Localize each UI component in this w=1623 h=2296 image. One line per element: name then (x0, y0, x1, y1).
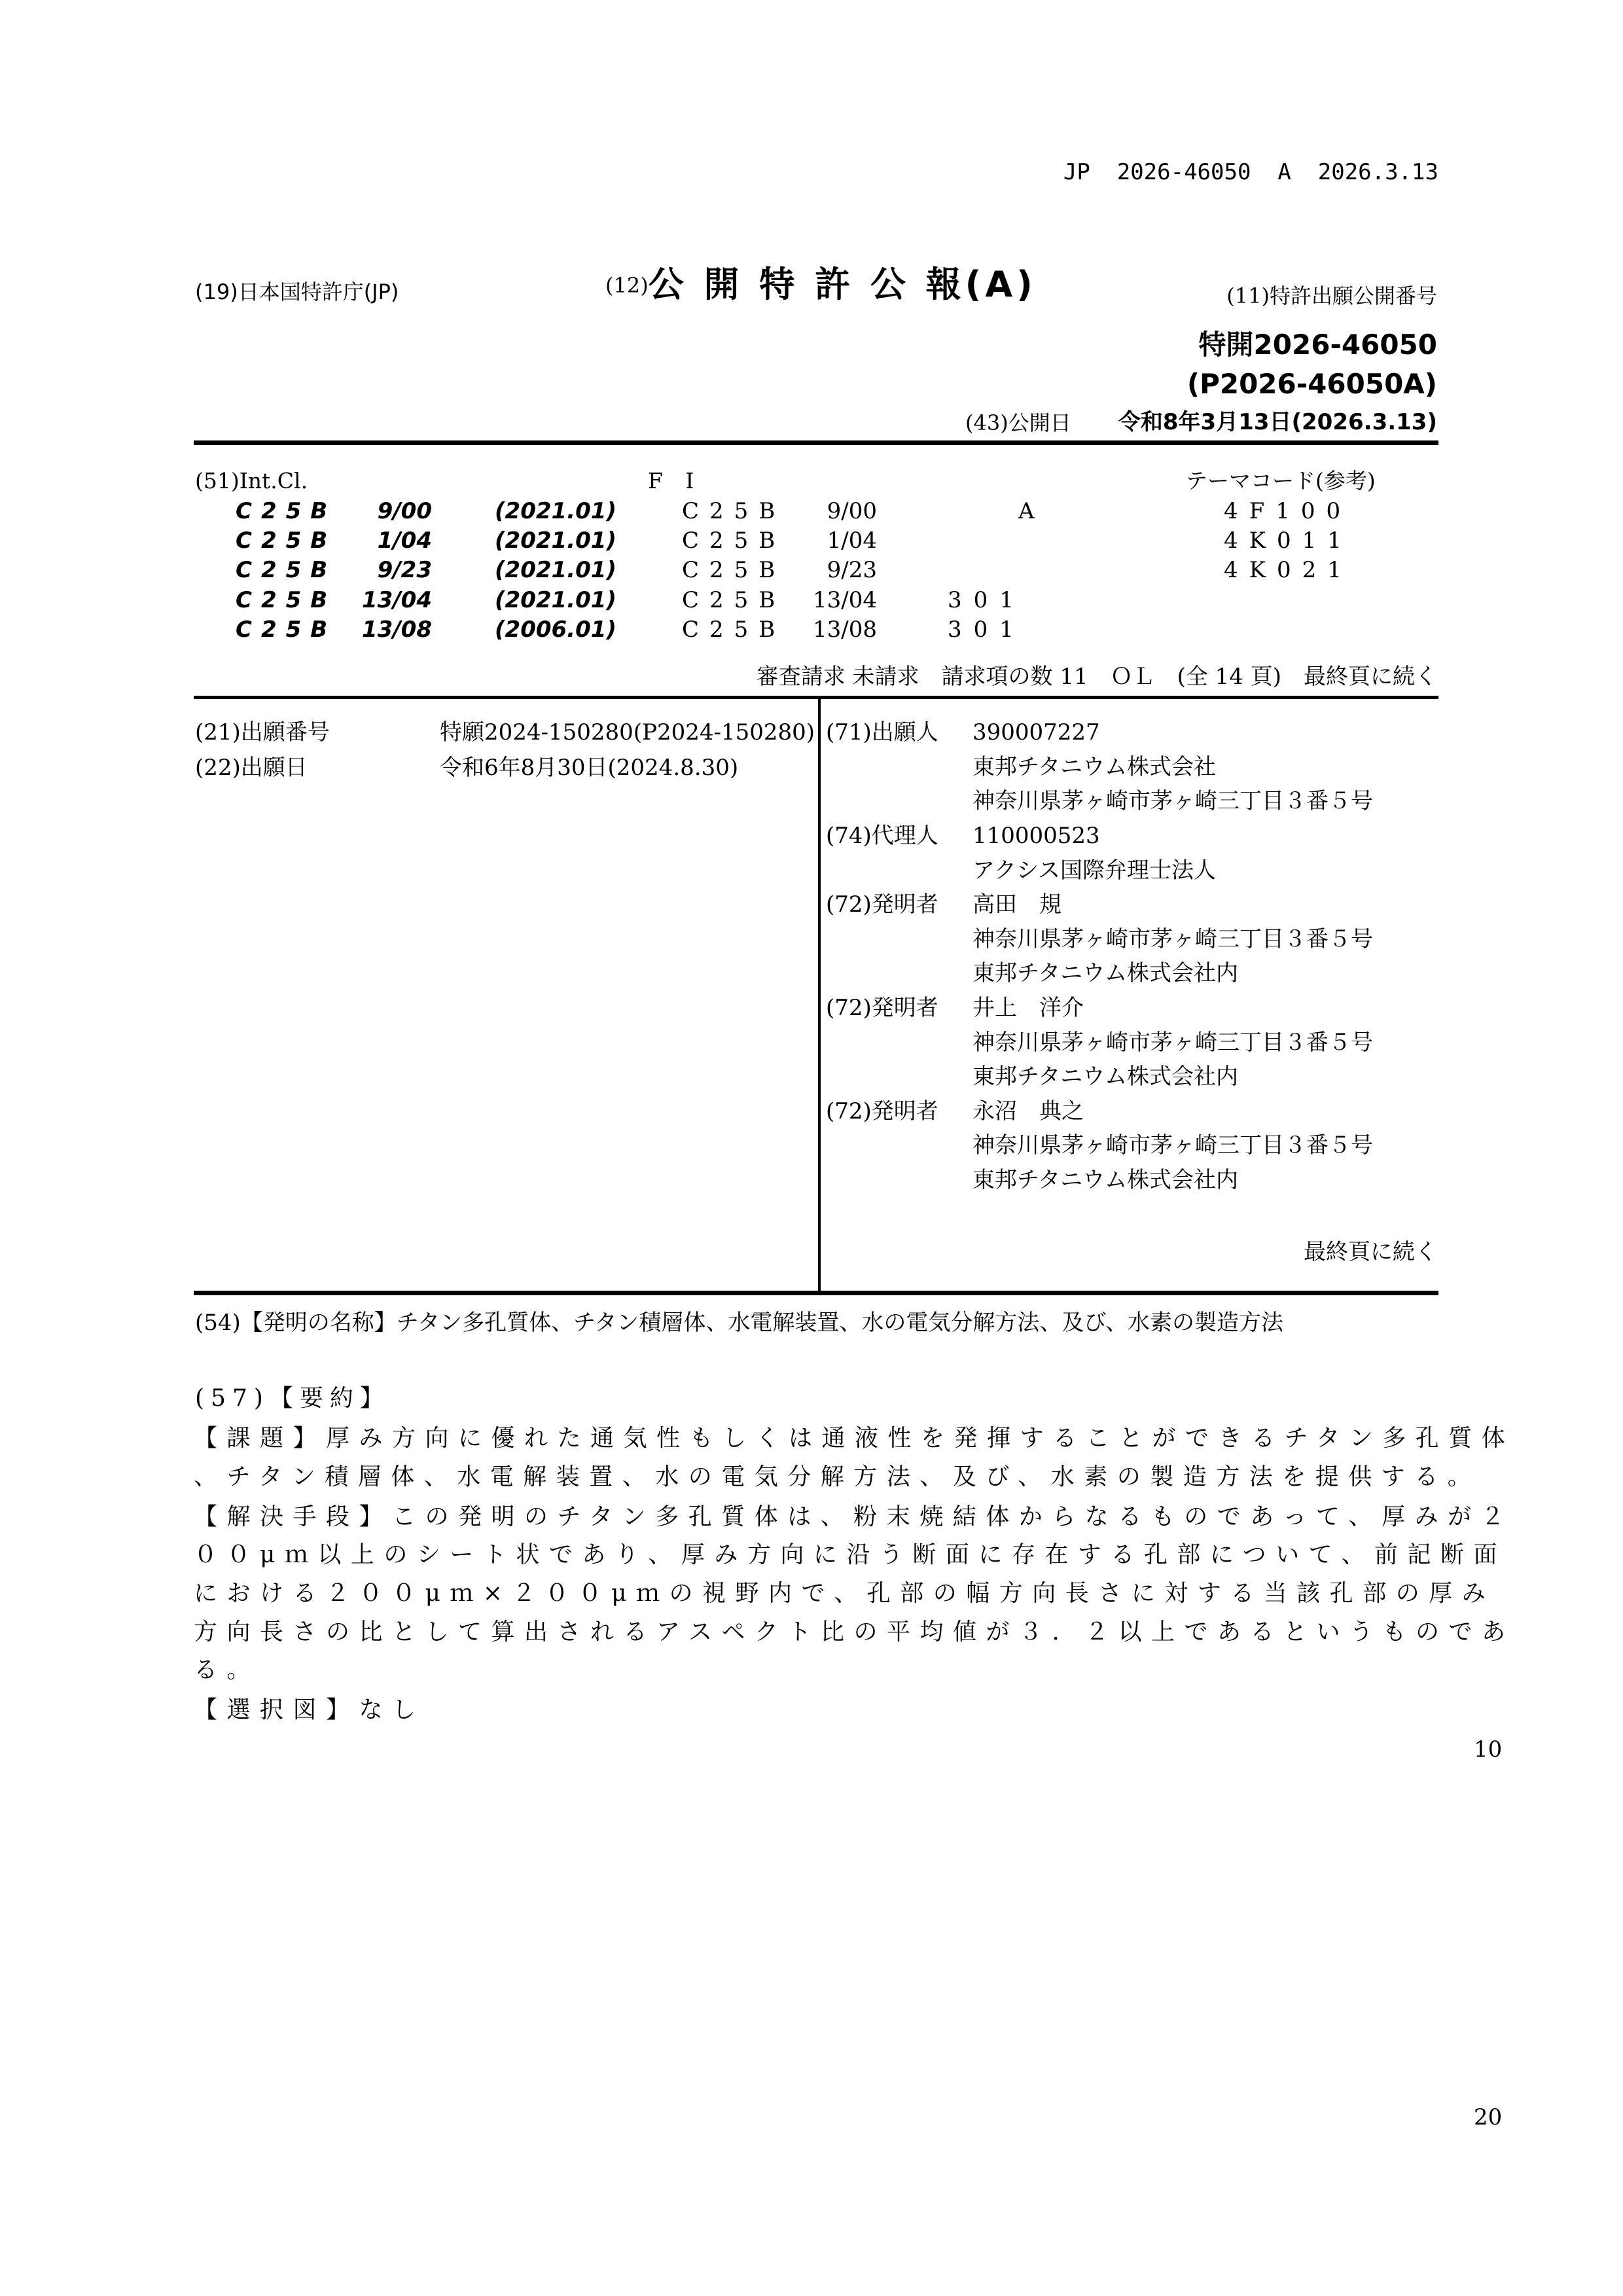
running-header: JP 2026-46050 A 2026.3.13 (1063, 159, 1438, 185)
inventor-name: 井上 洋介 (972, 995, 1084, 1021)
ipc-group: 13/08 (361, 617, 432, 643)
ipc-version: (2021.01) (495, 557, 616, 583)
line-number-10: 10 (1474, 1736, 1503, 1763)
thick-divider-top (194, 440, 1438, 445)
divider-classification (194, 696, 1438, 699)
ipc-version: (2006.01) (495, 617, 616, 643)
theme-code: 4K021 (1224, 557, 1353, 583)
applicant-label: (71)出願人 (826, 719, 938, 745)
fi-class: C25B (682, 557, 786, 583)
fi-group: 13/08 (813, 617, 877, 643)
ipc-group: 13/04 (361, 587, 432, 613)
inventor-label: (72)発明者 (826, 891, 938, 918)
inventor-address: 神奈川県茅ヶ崎市茅ヶ崎三丁目３番５号 (972, 1030, 1373, 1056)
abstract-line: 、チタン積層体、水電解装置、水の電気分解方法、及び、水素の製造方法を提供する。 (194, 1463, 1481, 1490)
ipc-class: C25B (236, 617, 337, 643)
agent-id: 110000523 (972, 823, 1100, 849)
fi-class: C25B (682, 528, 786, 554)
application-number: 特願2024-150280(P2024-150280) (440, 719, 815, 745)
examination-status: 審査請求 未請求 請求項の数 11 ＯＬ (全 14 頁) 最終頁に続く (756, 664, 1437, 690)
ipc-group: 9/00 (377, 498, 432, 524)
agent-label: (74)代理人 (826, 823, 938, 849)
publication-date-label: (43)公開日 (965, 410, 1071, 435)
applicant-address: 神奈川県茅ヶ崎市茅ヶ崎三丁目３番５号 (972, 788, 1373, 814)
abstract-line: における２００μｍ×２００μｍの視野内で、孔部の幅方向長さに対する当該孔部の厚み (194, 1580, 1495, 1607)
abstract-line: 【解決手段】この発明のチタン多孔質体は、粉末焼結体からなるものであって、厚みが２ (194, 1503, 1514, 1530)
fi-group: 1/04 (827, 528, 877, 554)
ipc-class: C25B (236, 557, 337, 583)
inventor-affiliation: 東邦チタニウム株式会社内 (972, 1064, 1238, 1090)
patent-office-label: (19)日本国特許庁(JP) (195, 279, 399, 304)
inventor-label: (72)発明者 (826, 1098, 938, 1124)
inventor-affiliation: 東邦チタニウム株式会社内 (972, 960, 1238, 986)
inventor-address: 神奈川県茅ヶ崎市茅ヶ崎三丁目３番５号 (972, 926, 1373, 952)
fi-letter: A (1018, 498, 1035, 524)
fi-class: C25B (682, 498, 786, 524)
applicant-id: 390007227 (972, 719, 1100, 745)
ipc-version: (2021.01) (495, 498, 616, 524)
application-number-label: (21)出願番号 (195, 719, 330, 745)
abstract-line: 方向長さの比として算出されるアスペクト比の平均値が３．２以上であるというものであ (194, 1619, 1515, 1645)
ipc-version: (2021.01) (495, 528, 616, 554)
intcl-label: (51)Int.Cl. (195, 468, 308, 493)
ipc-group: 9/23 (377, 557, 432, 583)
fi-label: F I (648, 468, 702, 493)
abstract-line: る。 (194, 1657, 260, 1683)
publication-number-label: (11)特許出願公開番号 (1226, 283, 1437, 308)
inventor-affiliation: 東邦チタニウム株式会社内 (972, 1167, 1238, 1193)
publication-date: 令和8年3月13日(2026.3.13) (1118, 409, 1437, 435)
fi-group: 9/23 (827, 557, 877, 583)
agent-name: アクシス国際弁理士法人 (972, 857, 1216, 884)
abstract-line: 【課題】厚み方向に優れた通気性もしくは通液性を発揮することができるチタン多孔質体 (194, 1425, 1515, 1452)
filing-date-label: (22)出願日 (195, 755, 308, 781)
thick-divider-bottom (194, 1291, 1438, 1295)
inventor-name: 高田 規 (972, 891, 1061, 918)
inventor-address: 神奈川県茅ヶ崎市茅ヶ崎三丁目３番５号 (972, 1132, 1373, 1158)
inventor-label: (72)発明者 (826, 995, 938, 1021)
continued-note: 最終頁に続く (1304, 1239, 1437, 1265)
inventor-name: 永沼 典之 (972, 1098, 1084, 1124)
publication-number-alt: (P2026-46050A) (1186, 368, 1437, 400)
filing-date: 令和6年8月30日(2024.8.30) (440, 755, 739, 781)
fi-extra: 301 (948, 617, 1026, 643)
ipc-class: C25B (236, 587, 337, 613)
applicant-name: 東邦チタニウム株式会社 (972, 754, 1216, 780)
ipc-class: C25B (236, 498, 337, 524)
abstract-line: ００μｍ以上のシート状であり、厚み方向に沿う断面に存在する孔部について、前記断面 (194, 1541, 1507, 1568)
theme-code: 4K011 (1224, 528, 1353, 554)
publication-number: 特開2026-46050 (1198, 329, 1437, 361)
fi-group: 9/00 (827, 498, 877, 524)
ipc-group: 1/04 (377, 528, 432, 554)
ipc-class: C25B (236, 528, 337, 554)
ipc-version: (2021.01) (495, 587, 616, 613)
column-divider (818, 696, 821, 1293)
fi-class: C25B (682, 587, 786, 613)
abstract-line: 【選択図】なし (194, 1696, 425, 1723)
line-number-20: 20 (1474, 2104, 1503, 2130)
fi-group: 13/04 (813, 587, 877, 613)
abstract-heading: (57)【要約】 (195, 1385, 390, 1412)
theme-code-label: テーマコード(参考) (1186, 468, 1376, 493)
kind-title: 公 開 特 許 公 報(A) (648, 264, 1037, 305)
publication-kind-heading (605, 264, 1037, 305)
theme-code: 4F100 (1224, 498, 1352, 524)
fi-class: C25B (682, 617, 786, 643)
invention-title: (54)【発明の名称】チタン多孔質体、チタン積層体、水電解装置、水の電気分解方法、及び、水素の製造方法 (195, 1310, 1284, 1336)
kind-code-prefix: (12) (605, 273, 649, 298)
fi-extra: 301 (948, 587, 1026, 613)
